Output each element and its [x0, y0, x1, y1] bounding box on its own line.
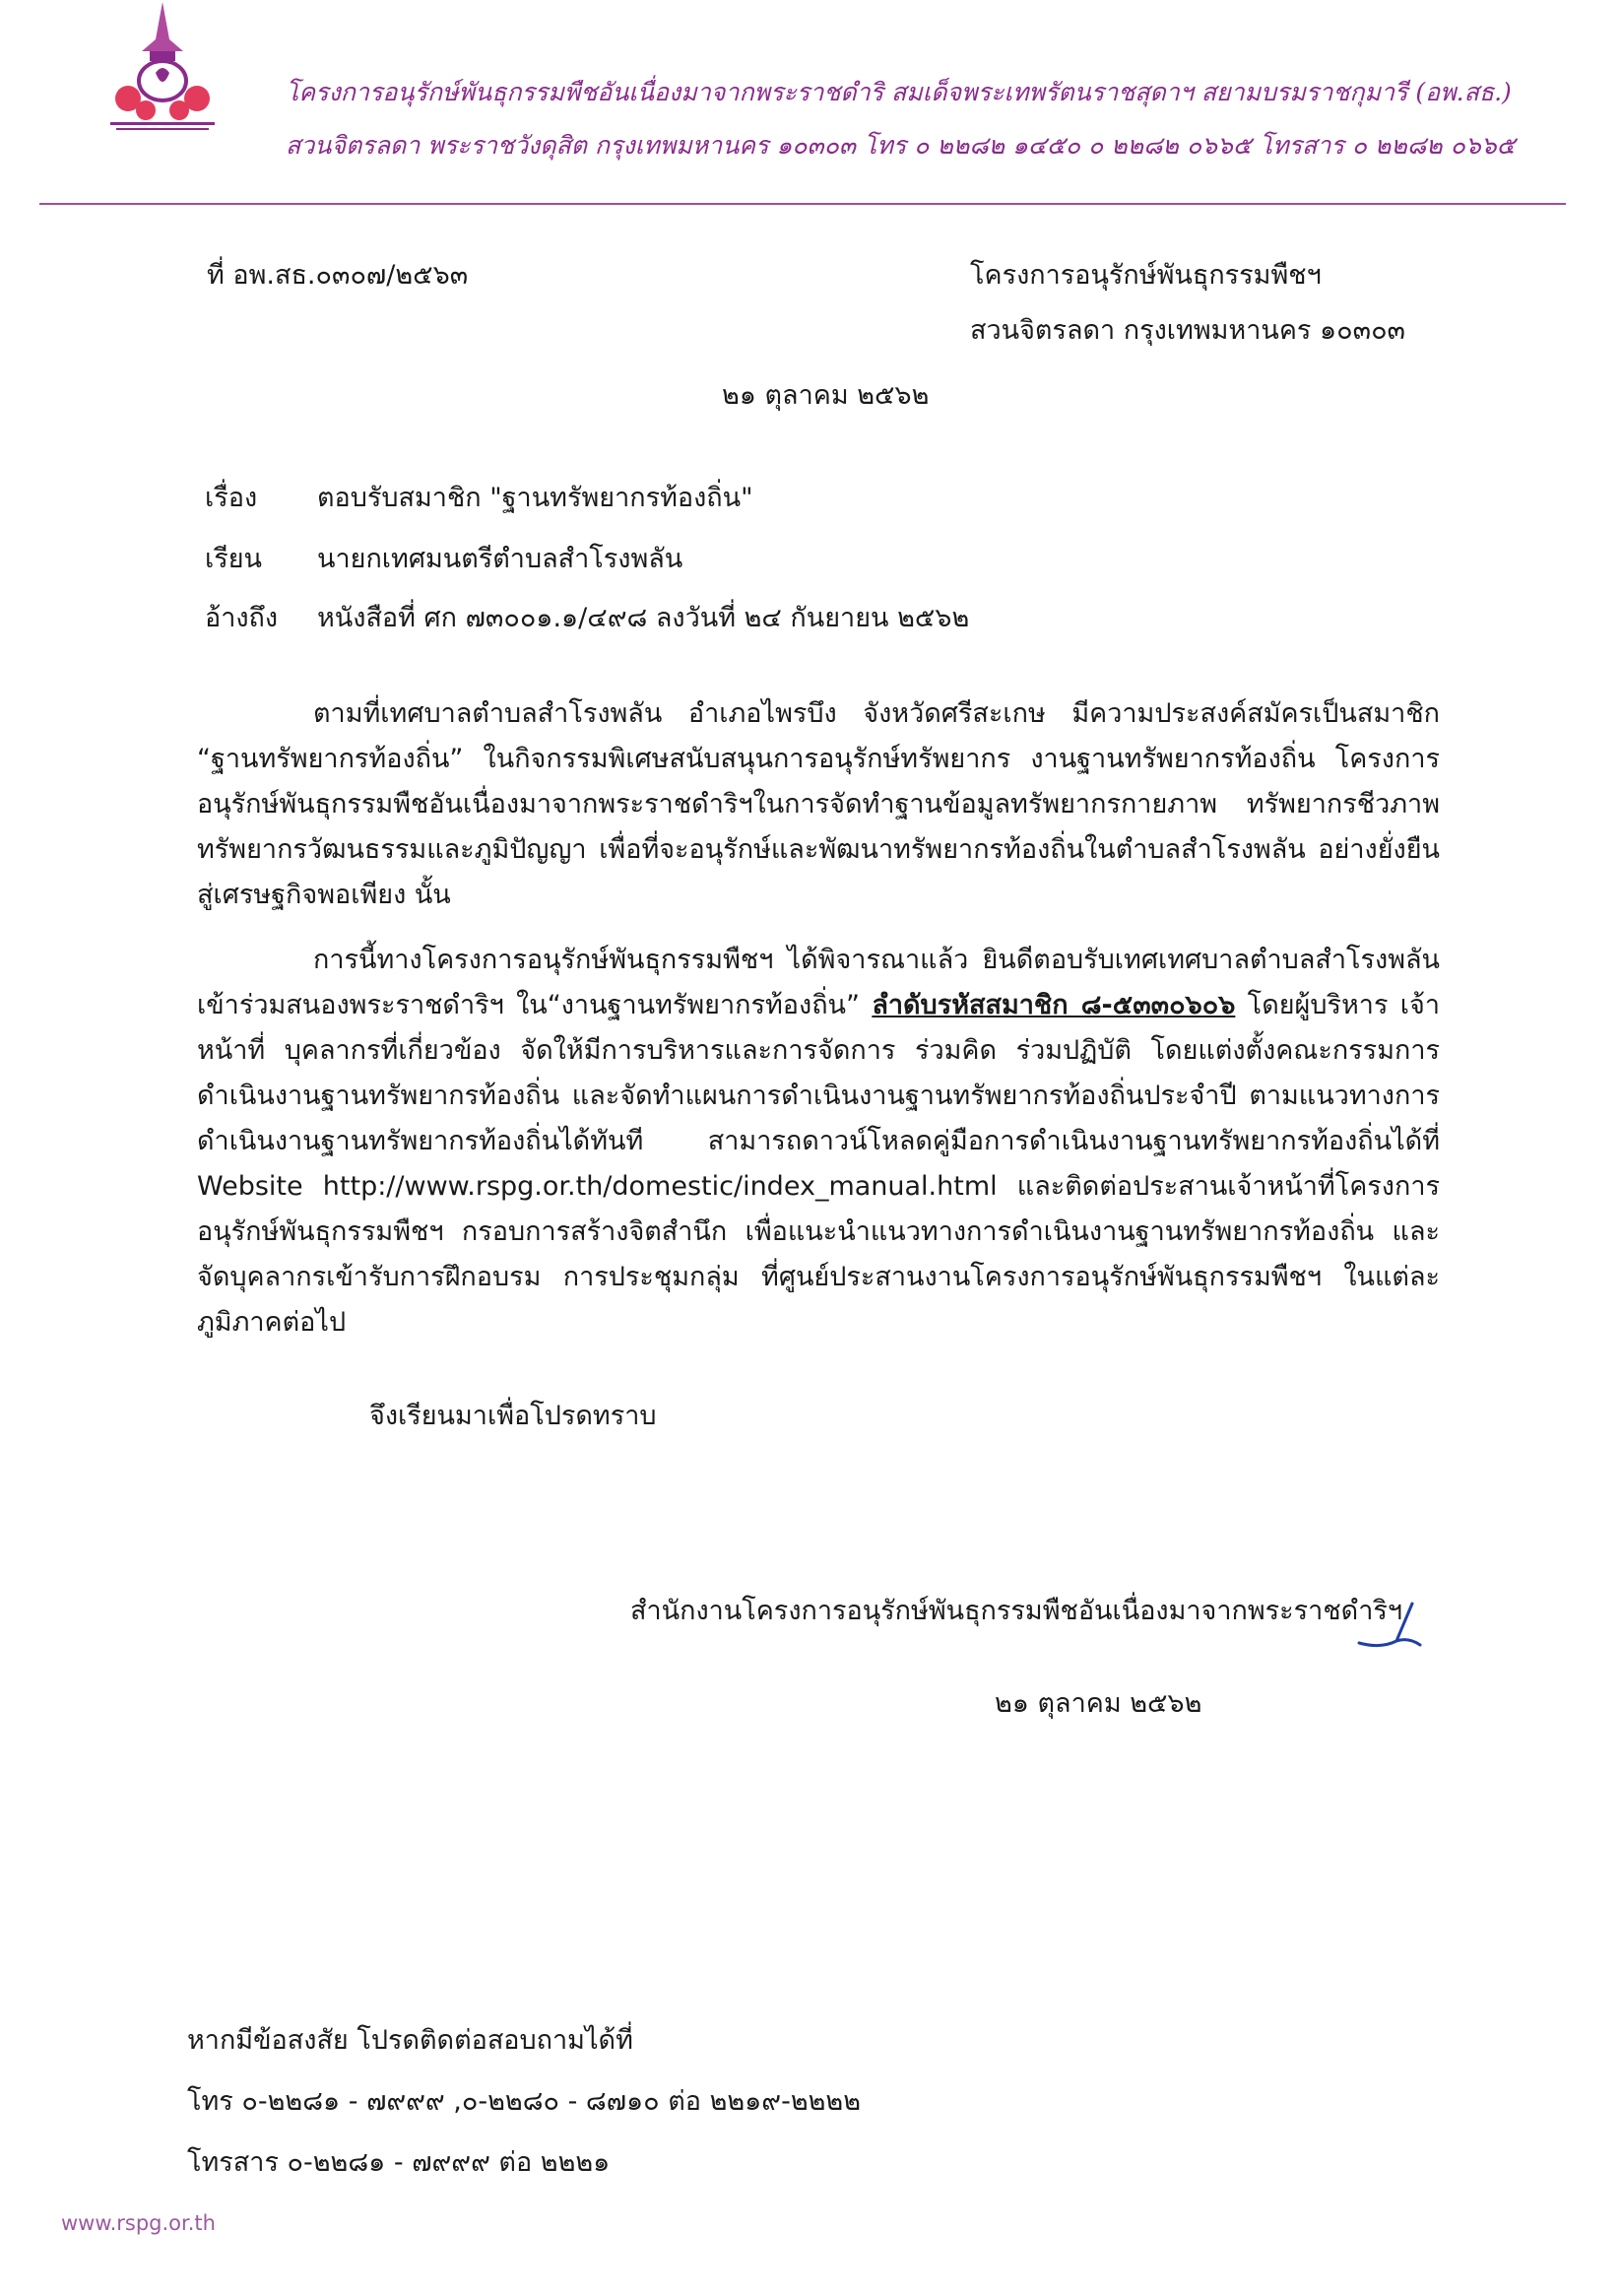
- closing-line: จึงเรียนมาเพื่อโปรดทราบ: [369, 1401, 657, 1431]
- subject-value: ตอบรับสมาชิก "ฐานทรัพยากรท้องถิ่น": [317, 483, 753, 513]
- signature-mark: [1351, 1596, 1430, 1655]
- letterhead-line-2: สวนจิตรลดา พระราชวังดุสิต กรุงเทพมหานคร ๑๐๓๐๓ โทร ๐ ๒๒๘๒ ๑๔๕๐ ๐ ๒๒๘๒ ๐๖๖๕ โทรสาร ๐ ๒๒๘๒ ๐๖๖๕: [286, 131, 1516, 160]
- rspg-emblem-logo: [98, 0, 227, 138]
- body-paragraph-2: [197, 938, 1440, 1345]
- paragraph-2-rest: โดยผู้บริหาร เจ้าหน้าที่ บุคลากรที่เกี่ยวข้อง จัดให้มีการบริหารและการจัดการ ร่วมคิด ร่วมปฏิบัติ โดยแต่งตั้งคณะกรรมการดำเนินงานฐานทรัพยากรท้องถิ่น และจัดทำแผนการดำเนินงานฐานทรัพยากรท้องถิ่นประจำปี ตามแนวทางการดำเนินงานฐานทรัพยากรท้องถิ่นได้ทันที สามารถดาวน์โหลดคู่มือการดำเนินงานฐานทรัพยากรท้องถิ่นได้ที่ Website http://www.rspg.or.th/domestic/index_manual.html และติดต่อประสานเจ้าหน้าที่โครงการอนุรักษ์พันธุกรรมพืชฯ กรอบการสร้างจิตสำนึก เพื่อแนะนำแนวทางการดำเนินงานฐานทรัพยากรท้องถิ่น และจัดบุคลากรเข้ารับการฝึกอบรม การประชุมกลุ่ม ที่ศูนย์ประสานงานโครงการอนุรักษ์พันธุกรรมพืชฯ ในแต่ละภูมิภาคต่อไป: [197, 990, 1441, 1338]
- contact-fax: โทรสาร ๐-๒๒๘๑ - ๗๙๙๙ ต่อ ๒๒๒๑: [187, 2147, 611, 2178]
- website-footer: www.rspg.or.th: [61, 2211, 216, 2235]
- letter-date: ๒๑ ตุลาคม ๒๕๖๒: [722, 380, 930, 411]
- sender-address-line-1: โครงการอนุรักษ์พันธุกรรมพืชฯ: [970, 260, 1322, 291]
- letterhead-divider: [39, 203, 1566, 205]
- member-code: ลำดับรหัสสมาชิก ๘-๕๓๓๐๖๐๖: [872, 990, 1236, 1020]
- reference-label: อ้างถึง: [205, 603, 279, 633]
- contact-line-1: หากมีข้อสงสัย โปรดติดต่อสอบถามได้ที่: [187, 2025, 633, 2056]
- letterhead-line-1: โครงการอนุรักษ์พันธุกรรมพืชอันเนื่องมาจากพระราชดำริ สมเด็จพระเทพรัตนราชสุดาฯ สยามบรมราชกุมารี (อพ.สธ.): [286, 78, 1512, 106]
- sender-address-line-2: สวนจิตรลดา กรุงเทพมหานคร ๑๐๓๐๓: [970, 315, 1406, 346]
- reference-number: ที่ อพ.สธ.๐๓๐๗/๒๕๖๓: [207, 260, 469, 291]
- recipient-value: นายกเทศมนตรีตำบลสำโรงพลัน: [317, 544, 683, 574]
- subject-label: เรื่อง: [205, 483, 258, 513]
- paragraph-2-lead: การนี้ทางโครงการอนุรักษ์พันธุกรรมพืชฯ ได้พิจารณาแล้ว ยินดีตอบรับเทศเทศบาลตำบลสำโรงพลัน เข้าร่วมสนองพระราชดำริฯ ใน“งานฐานทรัพยากรท้องถิ่น”: [197, 945, 1440, 1020]
- signature-date: ๒๑ ตุลาคม ๒๕๖๒: [995, 1688, 1202, 1719]
- reference-value: หนังสือที่ ศก ๗๓๐๐๑.๑/๔๙๘ ลงวันที่ ๒๔ กันยายน ๒๕๖๒: [317, 603, 970, 633]
- contact-phone: โทร ๐-๒๒๘๑ - ๗๙๙๙ ,๐-๒๒๘๐ - ๘๗๑๐ ต่อ ๒๒๑๙-๒๒๒๒: [187, 2086, 862, 2117]
- body-paragraph-1: ตามที่เทศบาลตำบลสำโรงพลัน อำเภอไพรบึง จังหวัดศรีสะเกษ มีความประสงค์สมัครเป็นสมาชิก “ฐานทรัพยากรท้องถิ่น” ในกิจกรรมพิเศษสนับสนุนการอนุรักษ์ทรัพยากร งานฐานทรัพยากรท้องถิ่น โครงการอนุรักษ์พันธุกรรมพืชอันเนื่องมาจากพระราชดำริฯในการจัดทำฐานข้อมูลทรัพยากรกายภาพ ทรัพยากรชีวภาพ ทรัพยากรวัฒนธรรมและภูมิปัญญา เพื่อที่จะอนุรักษ์และพัฒนาทรัพยากรท้องถิ่นในตำบลสำโรงพลัน อย่างยั่งยืนสู่เศรษฐกิจพอเพียง นั้น: [197, 698, 1440, 910]
- signature-office: สำนักงานโครงการอนุรักษ์พันธุกรรมพืชอันเนื่องมาจากพระราชดำริฯ: [630, 1596, 1403, 1626]
- recipient-label: เรียน: [205, 544, 263, 574]
